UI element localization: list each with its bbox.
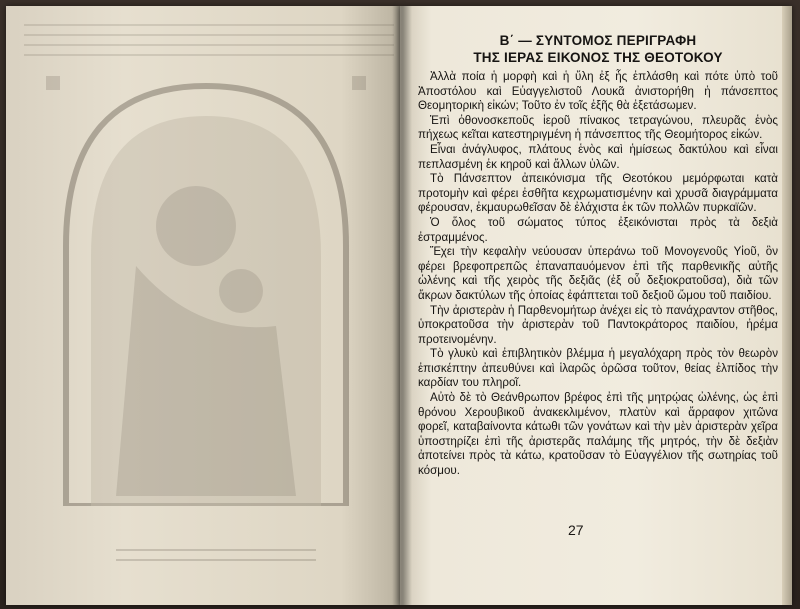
paragraph: Ἔχει τὴν κεφαλὴν νεύουσαν ὑπεράνω τοῦ Μονογενοῦς Υἱοῦ, ὃν φέρει βρεφοπρεπῶς ἐπαναπαυόμενον ἐπὶ τῆς παρθενικῆς αὐτῆς ὠλένης καὶ τῆς χειρὸς τῆς δεξιᾶς (ἐξ οὗ δεξιοκρατοῦσα), διὰ τῶν ἄκρων δακτύλων τῆς ὁποίας ἐφάπτεται τοῦ δεξιοῦ ὤμου τοῦ παιδίου.: [418, 245, 778, 302]
heading-line-1: Β΄ — ΣΥΝΤΟΜΟΣ ΠΕΡΙΓΡΑΦΗ: [499, 33, 697, 48]
paragraph: Ὁ ὅλος τοῦ σώματος τύπος ἐξεικόνισται πρὸς τὰ δεξιὰ ἐστραμμένος.: [418, 215, 778, 244]
page-text: [418, 32, 778, 479]
bleed-through-caption: [116, 541, 316, 569]
bleed-through-icon-image: [46, 76, 366, 506]
paragraph: Εἶναι ἀνάγλυφος, πλάτους ἑνὸς καὶ ἡμίσεως δακτύλου καὶ εἶναι πεπλασμένη ἐκ κηροῦ καὶ ἄλλων ὑλῶν.: [418, 142, 778, 171]
paragraph: Ἀλλὰ ποία ἡ μορφὴ καὶ ἡ ὕλη ἐξ ἧς ἐπλάσθη καὶ πότε ὑπὸ τοῦ Ἀποστόλου καὶ Εὐαγγελιστοῦ Λουκᾶ ἀνιστορήθη ἡ πάνσεπτος Θεομητορικὴ εἰκών; Τοῦτο ἐν τοῖς ἑξῆς θὰ ἐξετάσωμεν.: [418, 70, 778, 113]
paragraph: Τὸ Πάνσεπτον ἀπεικόνισμα τῆς Θεοτόκου μεμόρφωται κατὰ προτομὴν καὶ φέρει ἐσθῆτα κεχρωματισμένην καὶ χρυσᾶ διαγράμματα φέρουσαν, ἐκμαυρωθεῖσαν δὲ ἐλάχιστα ἐκ τῶν πολλῶν πυρκαϊῶν.: [418, 172, 778, 215]
book-gutter: [392, 6, 412, 605]
page-number: 27: [568, 522, 584, 538]
paragraph: Ἐπὶ ὀθονοσκεποῦς ἱεροῦ πίνακος τετραγώνου, πλευρᾶς ἑνὸς πήχεως κεῖται κατεστηριγμένη ἡ πάνσεπτος τῆς Θεομήτορος εἰκών.: [418, 113, 778, 142]
paragraph: Αὐτὸ δὲ τὸ Θεάνθρωπον βρέφος ἐπὶ τῆς μητρῴας ὠλένης, ὡς ἐπὶ θρόνου Χερουβικοῦ ἀνακεκλιμένον, πλατὺν καὶ ἄρραφον χιτῶνα φορεῖ, καταβαίνοντα κάτωθι τῶν γονάτων καὶ τὴν μὲν ἀριστερὰν χεῖρα ὑποστηρίζει ἐπὶ τῆς ἀριστερᾶς παλάμης τῆς μητρός, τὴν δὲ δεξιὰν ἀποτείνει πρὸς τὰ κάτω, κρατοῦσαν τὸ Εὐαγγέλιον τῆς σωτηρίας τοῦ κόσμου.: [418, 391, 778, 478]
heading-line-2: ΤΗΣ ΙΕΡΑΣ ΕΙΚΟΝΟΣ ΤΗΣ ΘΕΟΤΟΚΟΥ: [473, 50, 723, 65]
section-heading: [418, 32, 778, 66]
page-edge: [782, 6, 792, 605]
paragraph: Τὸ γλυκὺ καὶ ἐπιβλητικὸν βλέμμα ἡ μεγαλόχαρη πρὸς τὸν θεωρὸν ἐπισκέπτην ἀπευθύνει καὶ ἱλαρῶς ὁρῶσα τοῦτον, θείας ἐλπίδος τὴν καρδίαν του πληροῖ.: [418, 347, 778, 390]
paragraph: Τὴν ἀριστερὰν ἡ Παρθενομήτωρ ἀνέχει εἰς τὸ πανάχραντον στῆθος, ὑποκρατοῦσα τὴν ἀριστερὰν τοῦ Παντοκράτορος παιδίου, ἠρέμα προτεινομένην.: [418, 303, 778, 346]
left-page: [6, 6, 400, 605]
bleed-through-text: [24, 16, 394, 76]
